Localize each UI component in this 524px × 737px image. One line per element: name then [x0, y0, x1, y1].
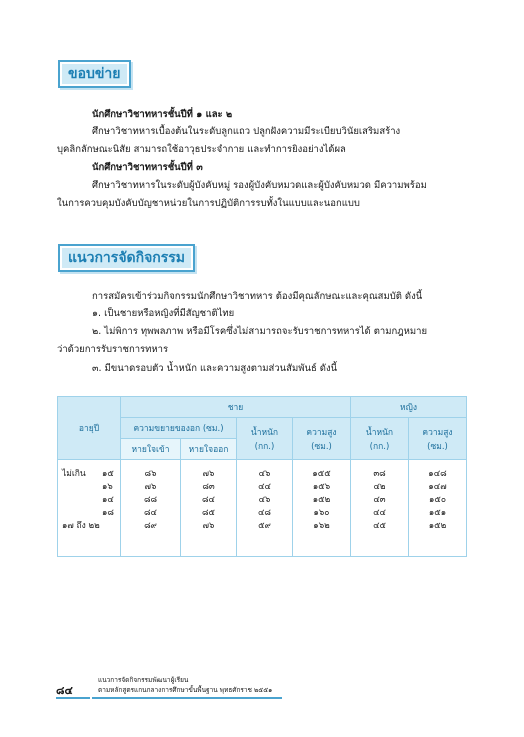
header-female: หญิง — [351, 397, 467, 418]
activities-intro: การสมัครเข้าร่วมกิจกรรมนักศึกษาวิชาทหาร ต้องมีคุณลักษณะและคุณสมบัติ ดังนี้ — [92, 291, 423, 302]
age-value: ๑๘ — [102, 508, 114, 518]
female-weight-value: ๓๘ — [373, 469, 386, 479]
male-weight-value: ๔๘ — [258, 508, 271, 518]
section-heading-activities — [58, 244, 195, 272]
female-height-value: ๑๔๘ — [428, 469, 447, 479]
exhale-value: ๘๓ — [202, 482, 215, 492]
activities-item-2-cont: ว่าด้วยการรับราชการทหาร — [57, 344, 169, 355]
header-male: ชาย — [121, 397, 351, 418]
header-male-weight — [237, 418, 293, 460]
female-weight-value: ๔๓ — [373, 495, 386, 505]
female-weight-column — [351, 460, 409, 557]
section-heading-scope-label: ขอบข่าย — [62, 64, 127, 84]
activities-item-1: ๑. เป็นชายหรือหญิงที่มีสัญชาติไทย — [92, 308, 235, 319]
header-age: อายุปี — [58, 397, 121, 460]
exhale-column — [181, 460, 237, 557]
age-value — [102, 520, 120, 533]
age-prefix — [62, 481, 102, 494]
inhale-column — [121, 460, 181, 557]
header-male-height — [293, 418, 351, 460]
requirements-table — [57, 396, 467, 557]
inhale-value: ๗๖ — [144, 482, 157, 492]
inhale-value: ๘๙ — [144, 521, 157, 531]
exhale-value: ๗๖ — [202, 521, 215, 531]
age-prefix: ๑๗ ถึง ๒๒ — [62, 521, 100, 531]
header-male-weight-unit: (กก.) — [254, 441, 275, 452]
group2-line2: ในการควบคุมบังคับบัญชาหน่วยในการปฏิบัติการรบทั้งในแบบและนอกแบบ — [57, 198, 360, 209]
group2-line1: ศึกษาวิชาทหารในระดับผู้บังคับหมู่ รองผู้บังคับหมวดและผู้บังคับหมวด มีความพร้อม — [92, 180, 427, 191]
group1-title: นักศึกษาวิชาทหารชั้นปีที่ ๑ และ ๒ — [92, 109, 233, 120]
female-height-column — [409, 460, 467, 557]
activities-item-3: ๓. มีขนาดรอบตัว น้ำหนัก และความสูงตามส่วนสัมพันธ์ ดังนี้ — [92, 363, 338, 374]
age-column — [58, 460, 121, 557]
male-weight-value: ๔๖ — [258, 469, 271, 479]
footer-title-line1: แนวการจัดกิจกรรมพัฒนาผู้เรียน — [98, 676, 189, 684]
group1-line1: ศึกษาวิชาทหารเบื้องต้นในระดับลูกแถว ปลูกฝังความมีระเบียบวินัยเสริมสร้าง — [92, 126, 401, 137]
male-weight-value: ๔๖ — [258, 495, 271, 505]
female-height-value: ๑๔๗ — [428, 482, 447, 492]
male-height-value: ๑๕๕ — [312, 469, 331, 479]
female-weight-value: ๔๕ — [373, 521, 386, 531]
footer-rule — [92, 697, 282, 699]
activities-item-2: ๒. ไม่พิการ ทุพพลภาพ หรือมีโรคซึ่งไม่สามารถจะรับราชการทหารได้ ตามกฎหมาย — [92, 326, 428, 337]
male-height-value: ๑๖๒ — [313, 521, 330, 531]
group2-title: นักศึกษาวิชาทหารชั้นปีที่ ๓ — [92, 162, 203, 173]
section-heading-activities-label: แนวการจัดกิจกรรม — [62, 248, 191, 268]
male-height-value: ๑๕๒ — [312, 495, 331, 505]
age-value: ๑๖ — [102, 482, 113, 492]
header-male-weight-label: น้ำหนัก — [250, 427, 279, 438]
age-value: ๑๕ — [102, 469, 114, 479]
age-value: ๑๔ — [102, 495, 114, 505]
page-number: ๘๔ — [56, 684, 73, 697]
male-height-value: ๑๖๐ — [313, 508, 330, 518]
male-height-column — [293, 460, 351, 557]
footer-rule-left — [56, 697, 90, 699]
header-exhale: หายใจออก — [181, 439, 237, 460]
female-height-value: ๑๕๒ — [428, 521, 447, 531]
male-weight-column — [237, 460, 293, 557]
female-height-value: ๑๕๑ — [428, 508, 447, 518]
inhale-value: ๘๖ — [144, 469, 157, 479]
age-prefix: ไม่เกิน — [62, 469, 86, 479]
age-prefix — [62, 507, 102, 520]
section-heading-scope — [58, 60, 131, 88]
footer-title-line2: ตามหลักสูตรแกนกลางการศึกษาขั้นพื้นฐาน พุทธศักราช ๒๕๕๑ — [98, 686, 273, 694]
inhale-value: ๘๘ — [143, 495, 158, 505]
header-female-weight — [351, 418, 409, 460]
header-female-height-unit: (ซม.) — [427, 441, 448, 452]
header-female-weight-label: น้ำหนัก — [365, 427, 394, 438]
inhale-value: ๘๔ — [144, 508, 157, 518]
male-weight-value: ๕๙ — [258, 521, 271, 531]
exhale-value: ๘๔ — [202, 495, 215, 505]
header-female-height-label: ความสูง — [422, 427, 453, 438]
header-male-height-label: ความสูง — [306, 427, 337, 438]
header-female-height — [409, 418, 467, 460]
male-height-value: ๑๕๖ — [312, 482, 331, 492]
header-female-weight-unit: (กก.) — [369, 441, 390, 452]
female-weight-value: ๔๒ — [373, 482, 386, 492]
header-inhale: หายใจเข้า — [121, 439, 181, 460]
female-height-value: ๑๕๐ — [428, 495, 447, 505]
group1-line2: บุคลิกลักษณะนิสัย สามารถใช้อาวุธประจำกาย และทำการยิงอย่างได้ผล — [57, 144, 346, 155]
exhale-value: ๗๖ — [202, 469, 215, 479]
female-weight-value: ๔๔ — [373, 508, 386, 518]
header-male-height-unit: (ซม.) — [311, 441, 332, 452]
header-chest: ความขยายของอก (ซม.) — [121, 418, 237, 439]
male-weight-value: ๔๔ — [258, 482, 271, 492]
age-prefix — [62, 494, 102, 507]
exhale-value: ๘๕ — [202, 508, 215, 518]
